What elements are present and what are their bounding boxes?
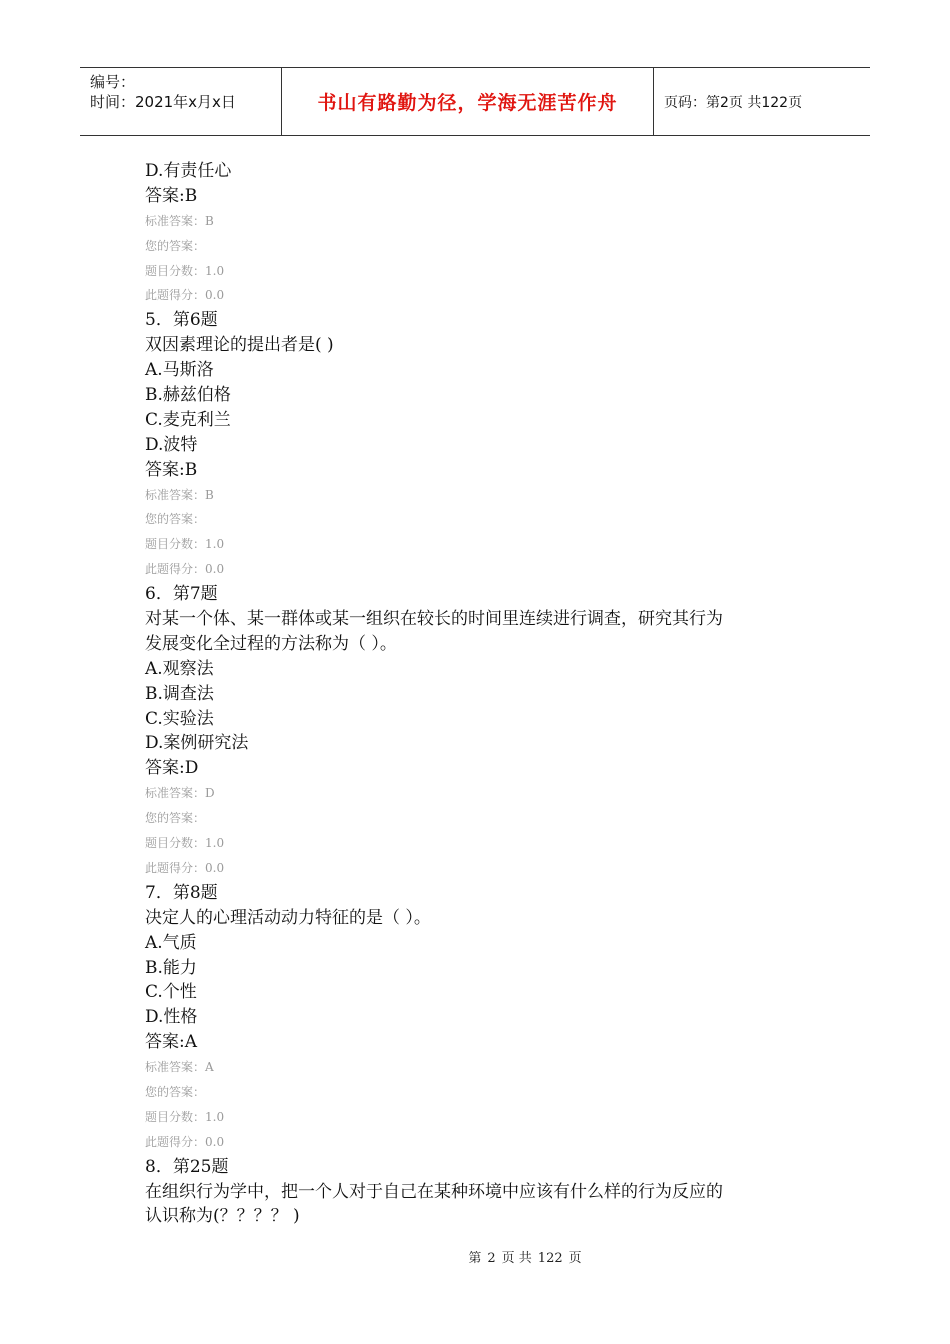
text-line: D.性格 — [145, 1007, 198, 1028]
text-line: A.马斯洛 — [145, 360, 214, 381]
meta-line: 您的答案： — [145, 1084, 206, 1099]
meta-line: 题目分数：1.0 — [145, 1109, 225, 1124]
text-line: D.有责任心 — [145, 161, 232, 181]
page-header — [80, 67, 870, 136]
text-line: C.麦克利兰 — [145, 409, 231, 430]
meta-line: 题目分数：1.0 — [145, 263, 225, 278]
meta-line: 此题得分：0.0 — [145, 562, 225, 577]
text-line: 对某一个体、某一群体或某一组织在较长的时间里连续进行调查，研究其行为 — [145, 609, 723, 630]
text-line: A.观察法 — [145, 658, 214, 679]
text-line: 5．第6题 — [145, 310, 218, 331]
header-left-cell — [80, 68, 282, 135]
text-line: 6．第7题 — [145, 584, 218, 605]
text-line: 发展变化全过程的方法称为（ ）。 — [145, 633, 397, 654]
text-line: B.赫兹伯格 — [145, 385, 231, 406]
page-footer — [0, 1247, 950, 1266]
text-line: B.能力 — [145, 957, 197, 978]
meta-line: 题目分数：1.0 — [145, 836, 225, 851]
text-line: 8．第25题 — [145, 1156, 229, 1177]
meta-line: 此题得分：0.0 — [145, 288, 225, 303]
text-line: B.调查法 — [145, 683, 214, 704]
text-line: A.气质 — [145, 932, 197, 953]
number-label: 编号： — [90, 73, 136, 91]
text-line: 双因素理论的提出者是( ) — [145, 335, 334, 356]
text-line: C.实验法 — [145, 708, 214, 729]
text-line: 答案:A — [145, 1032, 198, 1053]
text-line: D.案例研究法 — [145, 733, 249, 754]
time-label: 时间：2021年x月x日 — [90, 93, 236, 111]
meta-line: 标准答案：B — [145, 487, 214, 502]
footer-total: 122 — [537, 1251, 563, 1266]
meta-line: 标准答案：A — [145, 1060, 214, 1075]
motto: 书山有路勤为径，学海无涯苦作舟 — [282, 68, 654, 135]
text-line: D.波特 — [145, 434, 198, 455]
text-line: 在组织行为学中，把一个人对于自己在某种环境中应该有什么样的行为反应的 — [145, 1181, 723, 1202]
text-line: 7．第8题 — [145, 882, 218, 903]
meta-line: 题目分数：1.0 — [145, 537, 225, 552]
meta-line: 此题得分：0.0 — [145, 1134, 225, 1149]
meta-line: 您的答案： — [145, 811, 206, 826]
text-line: 答案:D — [145, 758, 199, 779]
meta-line: 您的答案： — [145, 512, 206, 527]
footer-suffix: 页 — [568, 1251, 582, 1266]
footer-page: 2 — [487, 1251, 496, 1266]
text-line: C.个性 — [145, 982, 197, 1003]
footer-mid: 页 共 — [501, 1251, 532, 1266]
meta-line: 标准答案：B — [145, 213, 214, 228]
meta-line: 此题得分：0.0 — [145, 860, 225, 875]
text-line: 答案:B — [145, 185, 198, 206]
meta-line: 标准答案：D — [145, 786, 215, 801]
text-line: 认识称为(？？？？ ) — [145, 1206, 300, 1227]
document-body — [145, 159, 825, 1229]
page-info: 页码：第2页 共122页 — [664, 94, 803, 111]
footer-prefix: 第 — [468, 1251, 482, 1266]
meta-line: 您的答案： — [145, 238, 206, 253]
text-line: 答案:B — [145, 459, 198, 480]
text-line: 决定人的心理活动动力特征的是（ ）。 — [145, 907, 431, 928]
